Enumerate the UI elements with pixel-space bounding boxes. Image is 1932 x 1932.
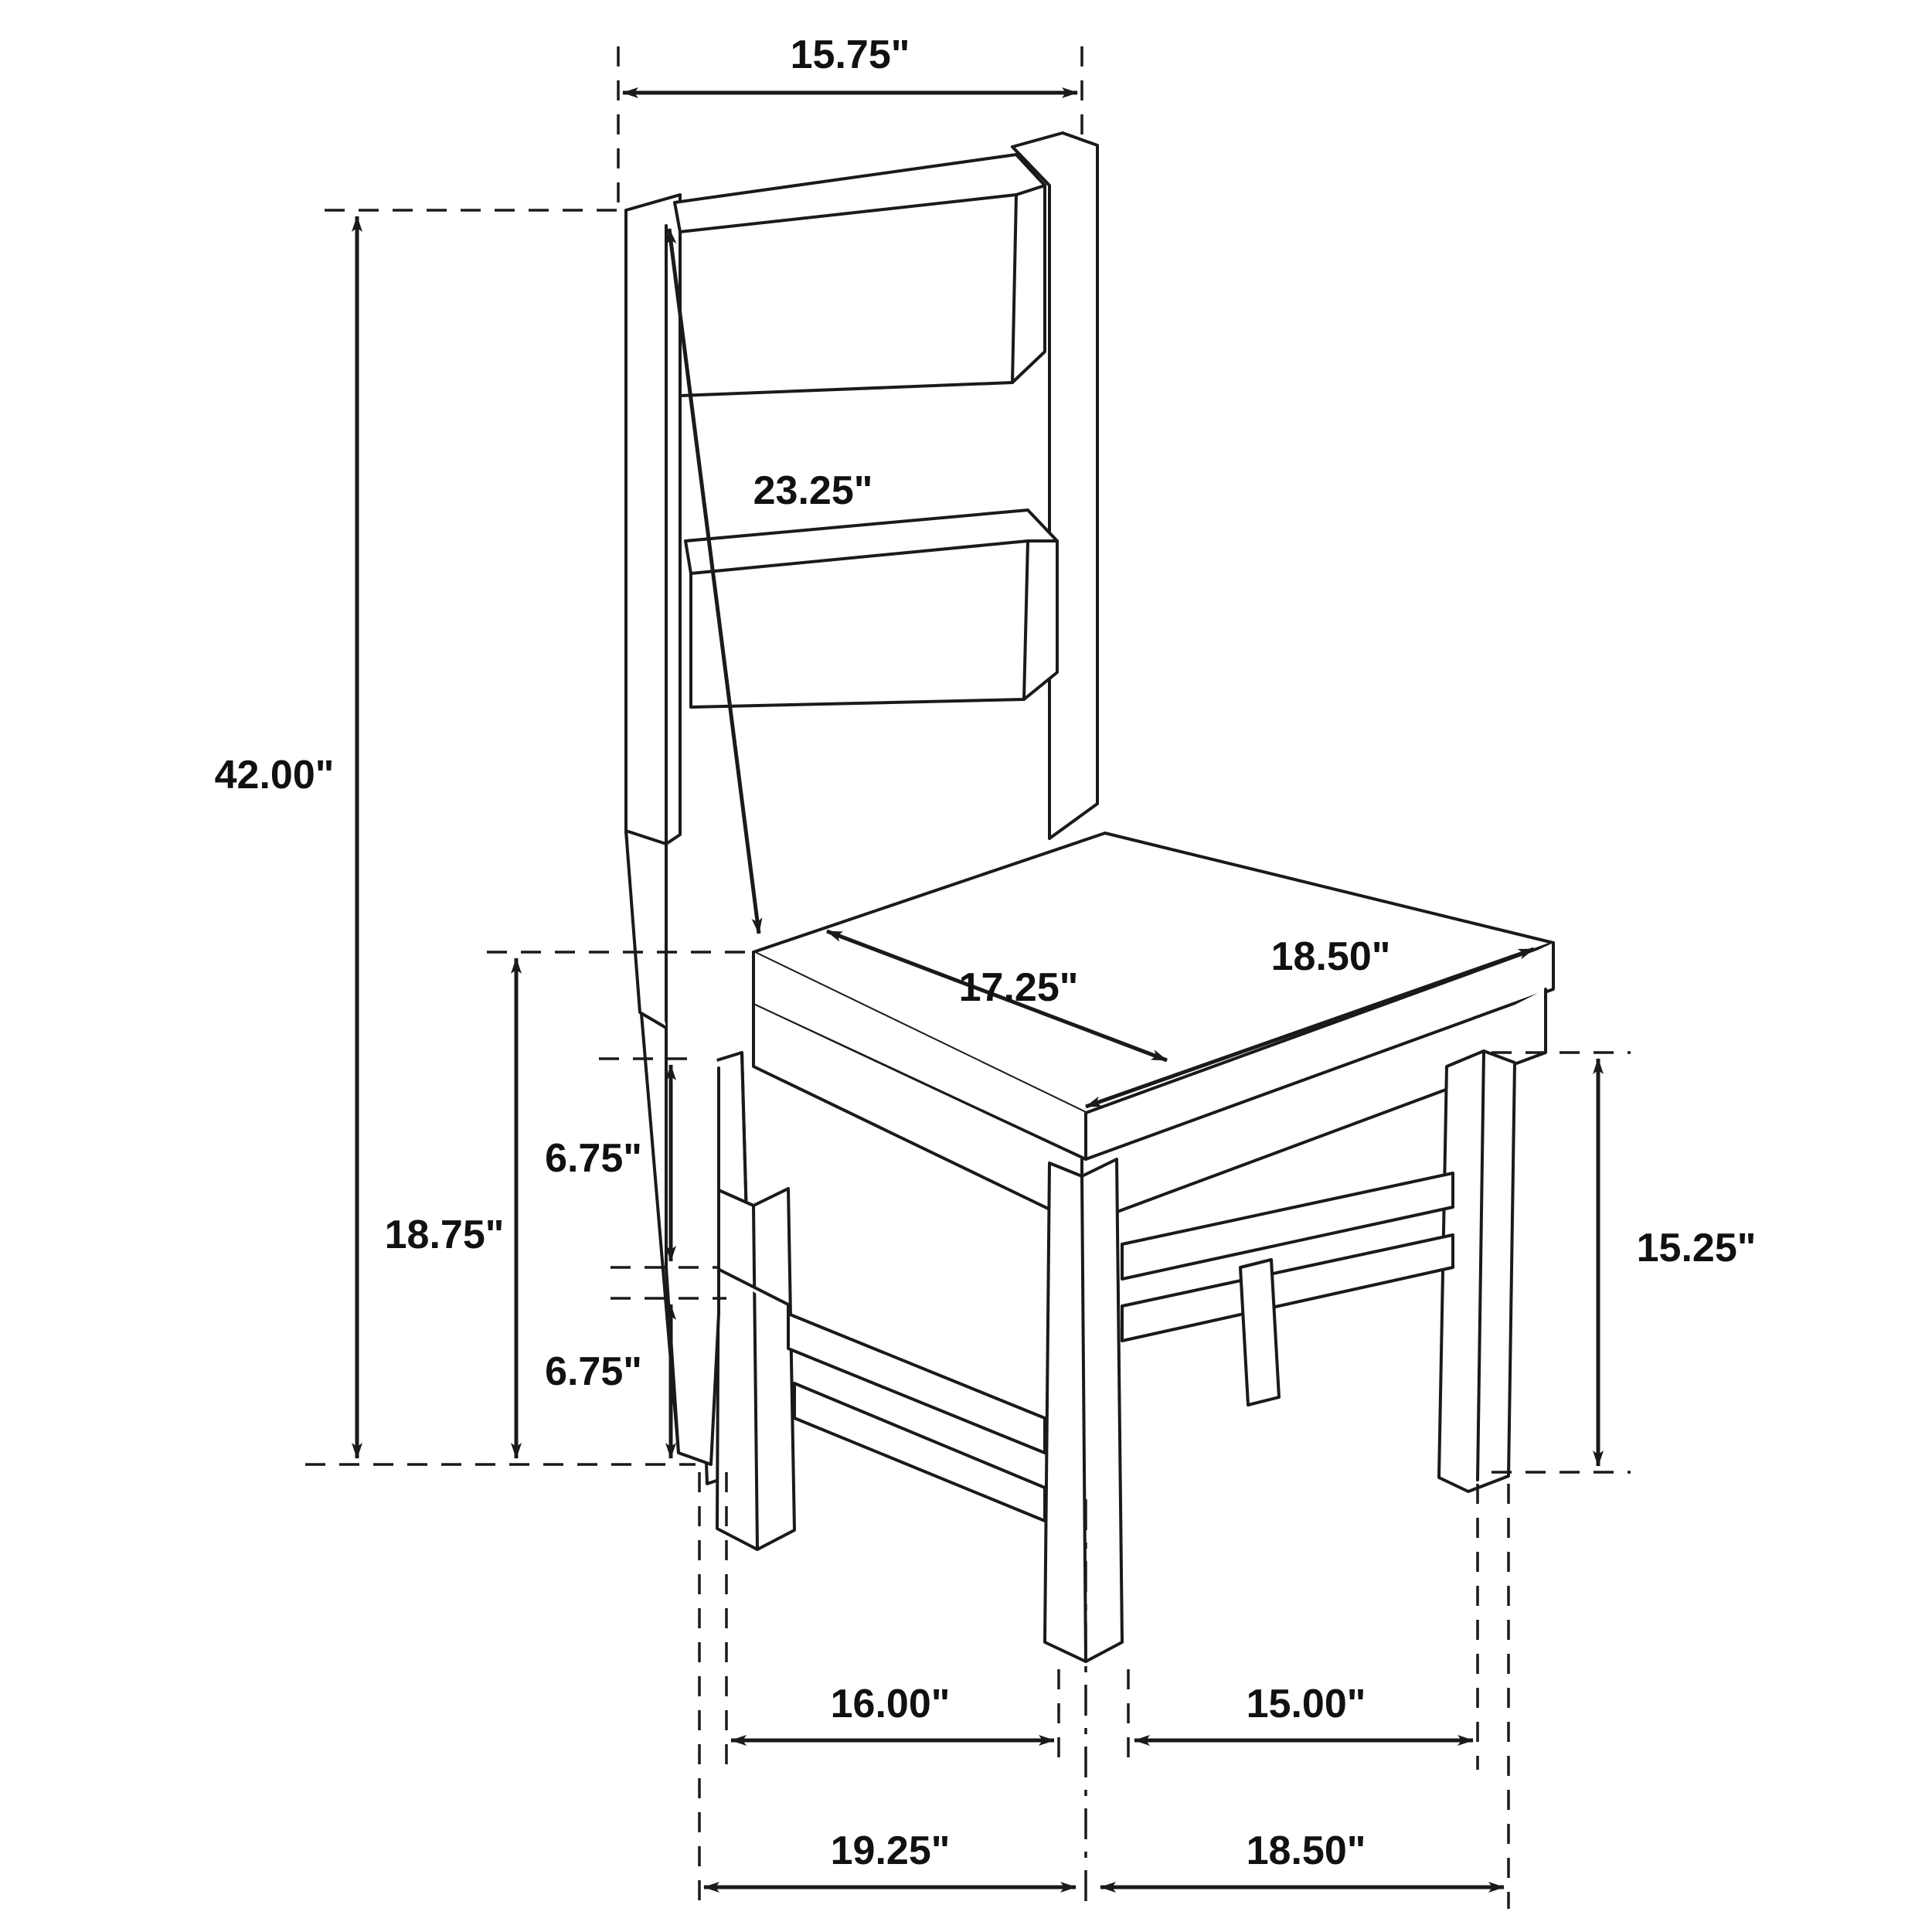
dimension-label-seat-width: 18.50" [1270, 934, 1391, 979]
chair-illustration [626, 133, 1553, 1662]
dimension-label-overall-width: 18.50" [1246, 1828, 1366, 1873]
chair-leg-right [1439, 1051, 1515, 1492]
dimension-label-top-width: 15.75" [790, 32, 910, 77]
dimension-label-upper-rail-gap: 6.75" [545, 1136, 642, 1181]
chair-back-top-slat [675, 155, 1045, 396]
dimension-label-overall-depth: 19.25" [830, 1828, 951, 1873]
dimension-front-leg-span [731, 1682, 1054, 1740]
chair-stretcher-front [788, 1314, 1045, 1521]
dimension-label-back-height: 23.25" [753, 468, 873, 513]
dimension-side-leg-span [1134, 1682, 1473, 1740]
dimension-label-lower-rail-gap: 6.75" [545, 1349, 642, 1394]
chair-back-lower-slat [685, 510, 1057, 707]
chair-back-post-lower [626, 831, 666, 1028]
dimension-label-overall-height: 42.00" [214, 753, 335, 798]
dimension-label-front-leg-span: 16.00" [830, 1682, 951, 1726]
chair-back-left-stile [626, 195, 680, 844]
dimension-side-seat-height [1492, 1053, 1756, 1472]
dimension-overall-depth [704, 1828, 1076, 1887]
dimension-overall-width [1100, 1828, 1504, 1887]
dimension-label-side-seat-height: 15.25" [1636, 1226, 1757, 1270]
dimension-label-seat-depth: 17.25" [958, 965, 1079, 1010]
chair-stretcher-side [1122, 1173, 1453, 1405]
dimension-label-side-leg-span: 15.00" [1246, 1682, 1366, 1726]
chair-leg-front-center [1045, 1159, 1122, 1662]
dimension-overall-height [215, 210, 696, 1464]
dimension-label-seat-height: 18.75" [384, 1213, 505, 1257]
chair-leg-left [717, 1189, 794, 1549]
